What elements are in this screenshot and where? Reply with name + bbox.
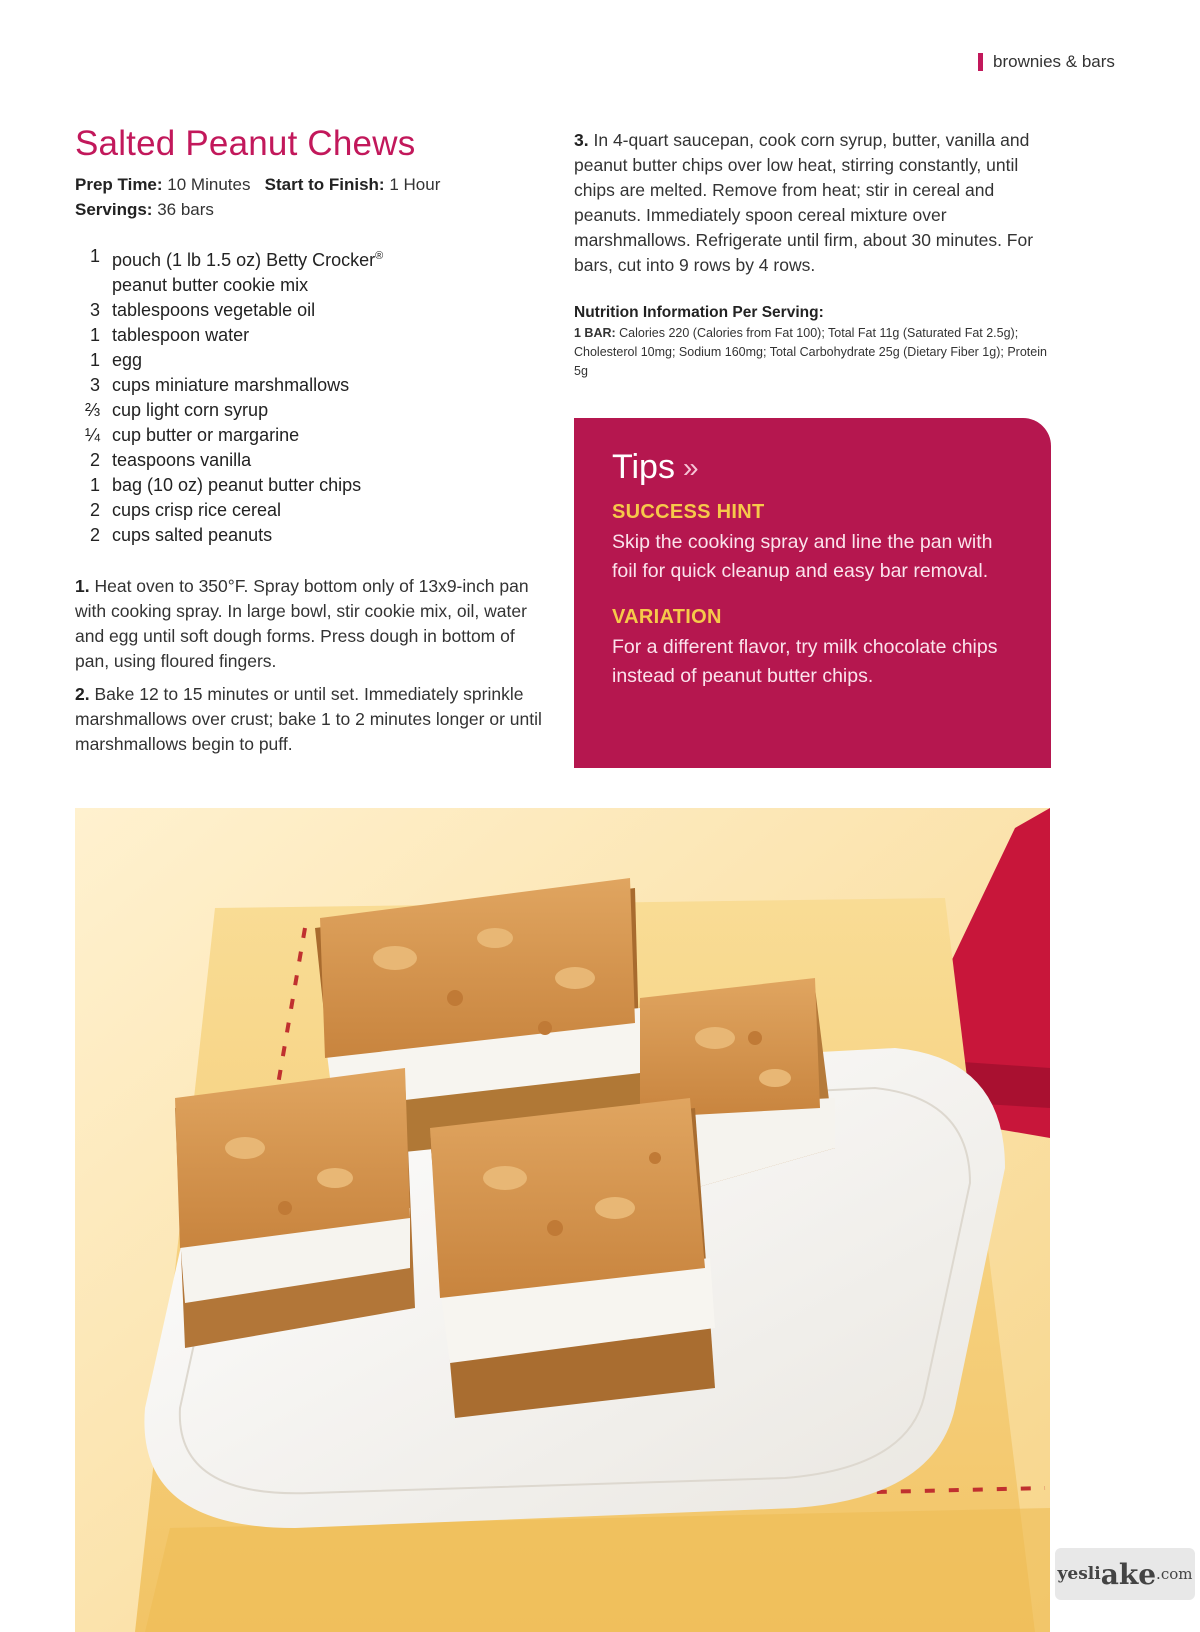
watermark-logo <box>1055 1548 1195 1600</box>
ingredient-list <box>75 244 545 548</box>
tip-heading: VARIATION <box>612 606 722 628</box>
step-number: 1. <box>75 576 90 596</box>
ingredient-item <box>75 423 545 448</box>
ingredient-item <box>75 398 545 423</box>
watermark-part3: .com <box>1156 1565 1193 1583</box>
ingredient-item <box>75 298 545 323</box>
ingredient-text: teaspoons vanilla <box>112 450 252 470</box>
ingredient-qty: 2 <box>89 450 100 470</box>
prep-time-label: Prep Time: <box>75 175 163 194</box>
ingredient-item <box>75 348 545 373</box>
ingredient-qty: ⅔ <box>84 400 100 420</box>
step-text: In 4-quart saucepan, cook corn syrup, butter, vanilla and peanut butter chips over low heat, stirring constantly, until chips are melted. Remove from heat; stir in cereal and peanuts. Immediately spoon cereal mixture over marshmallows. Refrigerate until firm, about 30 minutes. For bars, cut into 9 rows by 4 rows. <box>574 130 1034 275</box>
direction-step <box>574 128 1052 278</box>
ingredient-text: egg <box>112 350 143 370</box>
ingredient-qty: 1 <box>89 475 100 495</box>
ingredient-qty: 2 <box>89 525 100 545</box>
recipe-photo <box>75 808 1050 1632</box>
recipe-meta <box>75 172 545 222</box>
registered-mark: ® <box>375 250 384 262</box>
step-text: Heat oven to 350°F. Spray bottom only of 13x9-inch pan with cooking spray. In large bowl, stir cookie mix, oil, water and egg until soft dough forms. Press dough in bottom of pan, using floured fingers. <box>75 576 529 671</box>
nutrition-heading: Nutrition Information Per Serving: <box>574 304 824 321</box>
ingredient-qty: 3 <box>89 300 100 320</box>
ingredient-item <box>75 373 545 398</box>
recipe-right-column <box>574 128 1052 381</box>
direction-step <box>75 682 545 757</box>
servings-value: 36 bars <box>157 200 214 219</box>
ingredient-text: cup light corn syrup <box>112 400 269 420</box>
ingredient-text-line1: pouch (1 lb 1.5 oz) Betty Crocker <box>112 250 376 270</box>
nutrition-info <box>574 304 1052 381</box>
ingredient-qty: 1 <box>89 325 100 345</box>
ingredient-item <box>75 523 545 548</box>
prep-time-value: 10 Minutes <box>167 175 251 194</box>
tips-title <box>612 448 1013 487</box>
ingredient-text: cups salted peanuts <box>112 525 273 545</box>
ingredient-item <box>75 498 545 523</box>
recipe-title: Salted Peanut Chews <box>75 124 416 163</box>
ingredient-qty: 2 <box>89 500 100 520</box>
ingredient-text-line2: peanut butter cookie mix <box>112 275 309 295</box>
ingredient-item <box>75 448 545 473</box>
ingredient-qty: 3 <box>89 375 100 395</box>
recipe-left-column <box>75 124 545 765</box>
step-text: Bake 12 to 15 minutes or until set. Immediately sprinkle marshmallows over crust; bake 1 to 2 minutes longer or until marshmallows begin to puff. <box>75 684 542 754</box>
ingredient-item <box>75 323 545 348</box>
start-to-finish-value: 1 Hour <box>389 175 441 194</box>
section-tag-label: brownies & bars <box>993 52 1115 71</box>
tips-title-text: Tips <box>612 448 675 486</box>
ingredient-text <box>112 244 383 298</box>
nutrition-serving-label: 1 BAR: <box>574 326 616 340</box>
ingredient-text: bag (10 oz) peanut butter chips <box>112 475 362 495</box>
ingredient-text: cups miniature marshmallows <box>112 375 350 395</box>
tip-heading: SUCCESS HINT <box>612 501 765 523</box>
watermark-part1: yesli <box>1057 1564 1101 1584</box>
section-tag <box>978 52 1115 72</box>
section-tag-marker <box>978 53 983 71</box>
servings-label: Servings: <box>75 200 153 219</box>
peanut-bars-illustration <box>75 808 1050 1632</box>
ingredient-text: tablespoon water <box>112 325 250 345</box>
ingredient-item <box>75 244 545 298</box>
ingredient-qty: ¼ <box>84 425 100 445</box>
start-to-finish-label: Start to Finish: <box>264 175 385 194</box>
directions <box>75 574 545 757</box>
double-chevron-right-icon: » <box>682 451 695 483</box>
step-number: 3. <box>574 130 589 150</box>
ingredient-text: cup butter or margarine <box>112 425 300 445</box>
tips-box <box>574 418 1051 768</box>
tip-text: For a different flavor, try milk chocolate chips instead of peanut butter chips. <box>612 636 998 687</box>
tip-text: Skip the cooking spray and line the pan with foil for quick cleanup and easy bar removal. <box>612 531 993 582</box>
ingredient-qty: 1 <box>89 350 100 370</box>
ingredient-qty: 1 <box>89 246 100 266</box>
ingredient-text: tablespoons vegetable oil <box>112 300 316 320</box>
step-number: 2. <box>75 684 90 704</box>
nutrition-values: Calories 220 (Calories from Fat 100); Total Fat 11g (Saturated Fat 2.5g); Cholesterol 10mg; Sodium 160mg; Total Carbohydrate 25g (Dietary Fiber 1g); Protein 5g <box>574 326 1047 378</box>
ingredient-item <box>75 473 545 498</box>
ingredient-text: cups crisp rice cereal <box>112 500 282 520</box>
direction-step <box>75 574 545 674</box>
nutrition-text <box>574 324 1052 381</box>
watermark-part2: ake <box>1100 1557 1157 1591</box>
